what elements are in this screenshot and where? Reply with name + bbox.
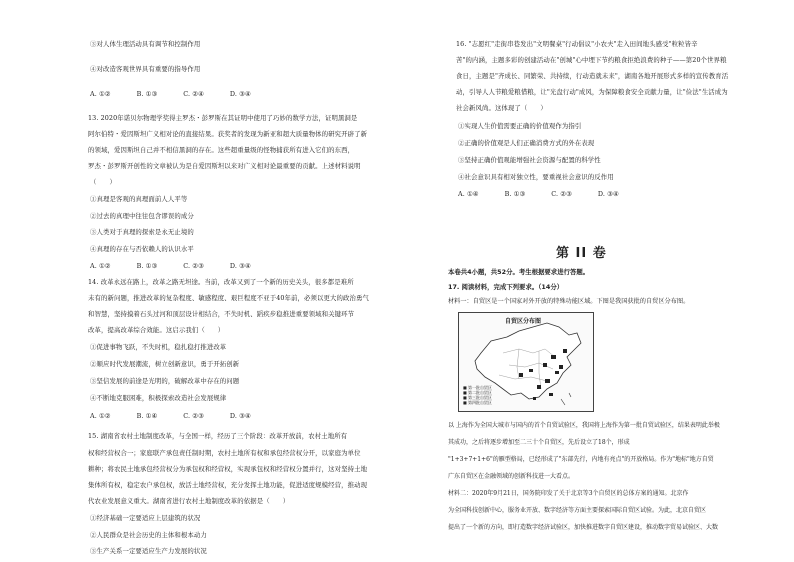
text-line: 和智慧，坚持摸着石头过河和顶层设计相结合，不失时机、蹈疾步稳推进重要领域和关键环节 bbox=[88, 310, 355, 318]
text-line: 16. "志愿红"走街串巷发出"文明餐桌"行动倡议"小农夫"走入田间地头感受"粒粒皆辛 bbox=[456, 40, 698, 48]
legend-item: ■ 第四批自贸区 bbox=[463, 400, 493, 405]
text-line: ①促进事物飞跃，不失时机，稳扎稳打推进改革 bbox=[90, 343, 227, 351]
text-line: 社会新风尚。这体现了（ ） bbox=[456, 104, 547, 112]
section-title: 第 II 卷 bbox=[556, 246, 607, 261]
legend-item: ■ 第二批自贸区 bbox=[463, 390, 493, 395]
text-line: 阿尔伯特・爱因斯坦广义相对论的直接结果。获奖者的发现为新亚和超大质量物体的研究开辟了新 bbox=[88, 130, 368, 138]
answer-options: A. ①② B. ①③ C. ②④ D. ③④ bbox=[90, 90, 251, 98]
answer-options: A. ①④ B. ①③ C. ②③ D. ③④ bbox=[458, 190, 619, 198]
text-line: 代农业发展意义重大。湖南省进行农村土地制度改革的依据是（ ） bbox=[88, 497, 290, 505]
text-line: 权和经营权合一；家庭联产承包责任制时期，农村土地所有权和承包经营权分开，以家庭为单位 bbox=[88, 449, 361, 457]
material-text-line: 其成功，之后将逐步增加至二三十个自贸区，先后设立了18个，形成 bbox=[448, 439, 630, 446]
material-text-line: "1+3+7+1+6"的雁型格局，已经形成了"东部先行，内地有亮点"的开放格局。作为"地标"地方自贸 bbox=[448, 456, 714, 463]
text-line: 苦"的内涵，主题多彩的创建活动在"创城"心中埋下节约粮食拒绝浪费的种子——第20个世界粮 bbox=[456, 56, 727, 64]
text-line: ④不断地克服困难，积极探索改造社会发展规律 bbox=[90, 394, 227, 402]
material-1: 材料一：自贸区是一个国家对外开放的特殊功能区域。下图是我国获批的自贸区分布图。 bbox=[448, 298, 690, 305]
text-line: ②人民群众是社会历史的主体和根本动力 bbox=[90, 531, 207, 539]
text-line: ①真理是客观的真理面前人人平等 bbox=[90, 195, 188, 203]
material-text-line: 为全国科技创新中心，服务业开放、数字经济等方面主要探索国际自贸区试验。为此，北京自贸区 bbox=[448, 507, 707, 514]
text-line: ③对人体生理活动具有调节和控制作用 bbox=[90, 40, 201, 48]
text-line: 的领域，爱因斯坦自己并不相信黑洞的存在。这些超重量级的怪物捕获所有进入它们的东西， bbox=[88, 146, 355, 154]
text-line: ③生产关系一定要适应生产力发展的状况 bbox=[90, 547, 207, 555]
material-text-line: 广东自贸区在金融领域的创新科技进一大看点。 bbox=[448, 473, 575, 480]
material-text-line: 提出了一个新的方向，即打造数字经济试验区，加快推进数字自贸区建设，推动数字贸易试验区、大数 bbox=[448, 524, 719, 531]
material-text-line: 以 上海作为全国大城市与国内的首个自贸试验区，我国将上海作为第一批自贸试验区，结果表明此举极 bbox=[448, 422, 720, 429]
map-title: 自贸区分布图 bbox=[505, 318, 542, 325]
legend-item: ■ 第三批自贸区 bbox=[463, 395, 493, 400]
text-line: ①实现人生价值需要正确的价值观作为指引 bbox=[458, 122, 582, 130]
text-line: ②过去的真理中往往包含谬误的成分 bbox=[90, 212, 194, 220]
text-line: ③坚持正确价值观能增强社会资源与配置的科学性 bbox=[458, 156, 601, 164]
text-line: ③坚信发展的前途是光明的，破解改革中存在的问题 bbox=[90, 377, 240, 385]
text-line: 14. 改革永远在路上，改革之路无坦途。当前，改革又到了一个新的历史关头，很多都是难所 bbox=[88, 278, 354, 286]
text-line: ③人类对于真理的探索是永无止境的 bbox=[90, 228, 194, 236]
text-line: ①经济基础一定要适应上层建筑的状况 bbox=[90, 514, 201, 522]
text-line: ④对改造客观世界具有重要的指导作用 bbox=[90, 65, 201, 73]
map-legend bbox=[463, 385, 492, 405]
text-line: 动，引导人人节粮爱粮惜粮，让"光盘行动"成风，为保障粮食安全贡献力量，让"俭法"生活成为 bbox=[456, 88, 728, 96]
free-trade-zone-map bbox=[458, 312, 594, 412]
text-line: ④真理的存在与否依赖人的认识水平 bbox=[90, 245, 194, 253]
question-17: 17. 阅读材料，完成下列要求。（14分） bbox=[448, 283, 564, 291]
text-line: 耕种；将农民土地承包经营权分为承包权和经营权，实现承包权和经营权分置并行，这对坚持土地 bbox=[88, 465, 368, 473]
text-line: 15. 湖南省农村土地制度改革，与全国一样，经历了三个阶段：改革开放前，农村土地所有 bbox=[88, 432, 348, 440]
text-line: 改革，提高改革综合效能。这启示我们（ ） bbox=[88, 326, 225, 334]
text-line: 集体所有权，稳定农户承包权，放活土地经营权，充分发挥土地功能，促进适度规模经营，推动现 bbox=[88, 481, 368, 489]
text-line: 13. 2020年诺贝尔物理学奖得主罗杰・彭罗斯在其证明中使用了巧妙的数学方法，证明黑洞是 bbox=[88, 114, 358, 122]
text-line: ②正确的价值观是人们正确消费方式的外在表现 bbox=[458, 139, 595, 147]
text-line: ④社会意识具有相对独立性，要重视社会意识的反作用 bbox=[458, 173, 614, 181]
text-line: 罗杰・彭罗斯开创性的文章被认为是自爱因斯坦以来对广义相对论最重要的贡献。上述材料说明 bbox=[88, 162, 361, 170]
text-line: 食日，主题是"齐成长、同繁荣、共持续，行动造就未来"，湖南各地开展形式多样的宣传教育活 bbox=[456, 72, 729, 80]
section-note: 本卷共4小题，共52分。考生根据要求进行答题。 bbox=[448, 268, 590, 276]
answer-options: A. ①② B. ①④ C. ②③ D. ③④ bbox=[90, 412, 251, 420]
text-line: ②顺应时代发展潮流，树立创新意识，勇于开拓创新 bbox=[90, 360, 240, 368]
text-line: 未有的新问题，推进改革的复杂程度、敏感程度、艰巨程度不亚于40年前，必须以更大的政治勇气 bbox=[88, 294, 369, 302]
legend-item: ■ 第一批自贸区 bbox=[463, 385, 493, 390]
text-line: （ ） bbox=[90, 178, 116, 186]
answer-options: A. ①② B. ①③ C. ②③ D. ③④ bbox=[90, 262, 251, 270]
material-text-line: 材料二：2020年9月21日，国务院印发了关于北京等3个自贸区的总体方案的通知。北京作 bbox=[448, 490, 689, 497]
